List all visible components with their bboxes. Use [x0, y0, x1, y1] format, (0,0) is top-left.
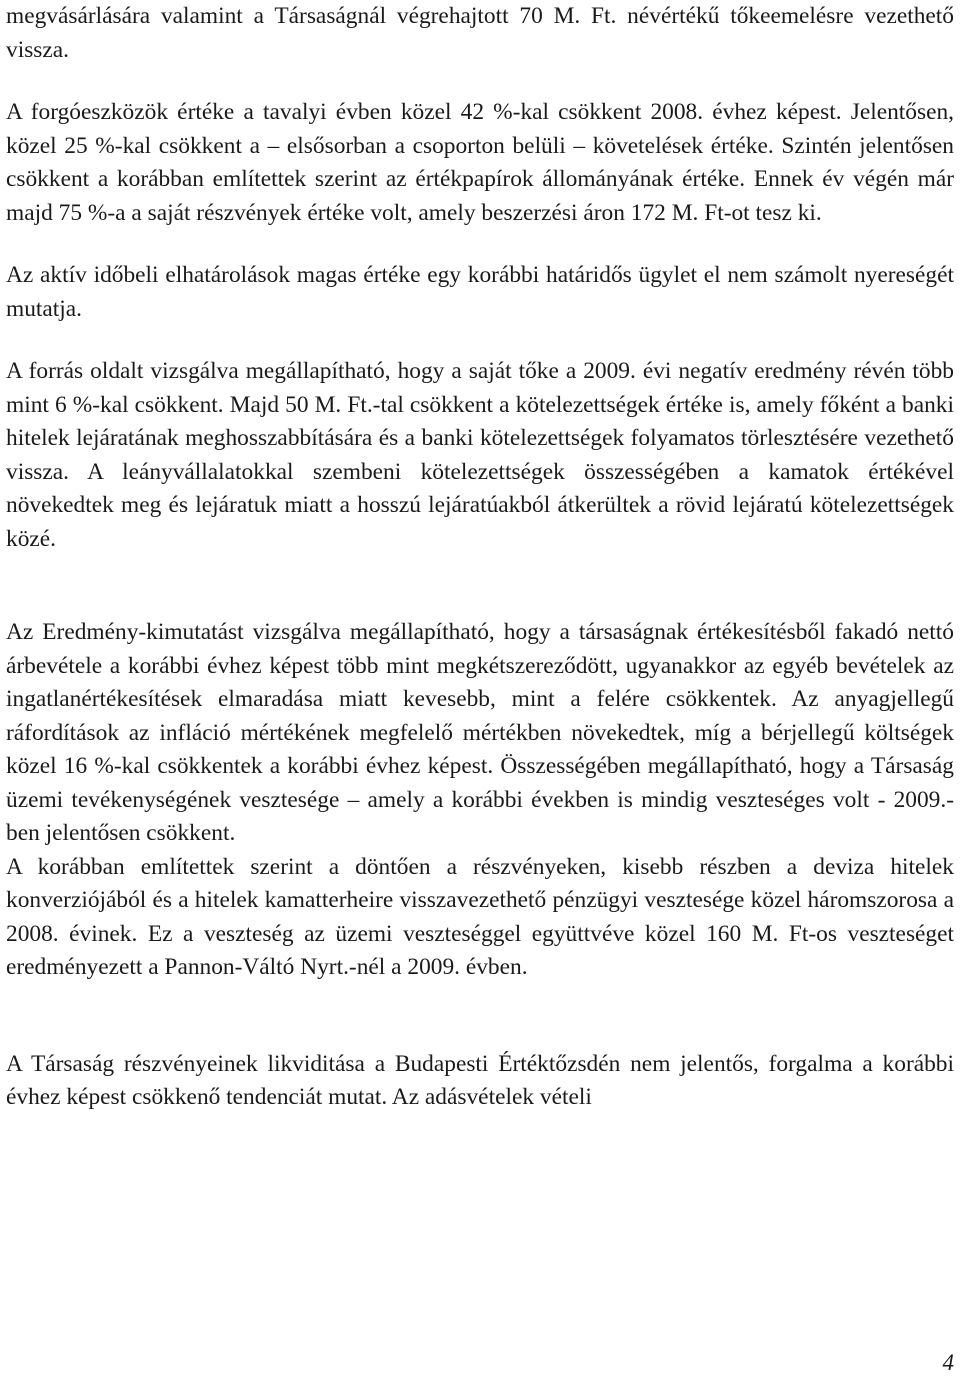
paragraph-current-assets: A forgóeszközök értéke a tavalyi évben közel 42 %-kal csökkent 2008. évhez képest. Jelentősen, közel 25 %-kal csökkent a – elsősorban a csoporton belüli – követelések értéke. Szintén jelentősen csökkent a korábban említettek szerint az értékpapírok állományának értéke. Ennek év végén már majd 75 %-a a saját részvények értéke volt, amely beszerzési áron 172 M. Ft-ot tesz ki.	[6, 99, 954, 226]
paragraph-income-statement: Az Eredmény-kimutatást vizsgálva megállapítható, hogy a társaságnak értékesítésből fakadó nettó árbevétele a korábbi évhez képest több mint megkétszereződött, ugyanakkor az egyéb bevételek az ingatlanértékesítések elmaradása miatt kevesebb, mint a felére csökkentek. Az anyagjellegű ráfordítások az infláció mértékének megfelelő mértékben növekedtek, míg a bérjellegű költségek közel 16 %-kal csökkentek a korábbi évhez képest. Összességében megállapítható, hogy a Társaság üzemi tevékenységének vesztesége – amely a korábbi években is mindig veszteséges volt - 2009.-ben jelentősen csökkent.	[6, 619, 954, 846]
paragraph-liabilities: A forrás oldalt vizsgálva megállapítható, hogy a saját tőke a 2009. évi negatív eredmény révén több mint 6 %-kal csökkent. Majd 50 M. Ft.-tal csökkent a kötelezettségek értéke is, amely főként a banki hitelek lejáratának meghosszabbítására és a banki kötelezettségek folyamatos törlesztésére vezethető vissza. A leányvállalatokkal szembeni kötelezettségek összességében a kamatok értékével növekedtek meg és lejáratuk miatt a hosszú lejáratúakból átkerültek a rövid lejáratú kötelezettségek közé.	[6, 358, 954, 552]
document-page	[6, 0, 954, 1115]
page-number: 4	[942, 1350, 954, 1375]
paragraph-capital-increase: megvásárlására valamint a Társaságnál végrehajtott 70 M. Ft. névértékű tőkeemelésre vezethető vissza.	[6, 3, 954, 63]
paragraph-share-liquidity: A Társaság részvényeinek likviditása a Budapesti Értéktőzsdén nem jelentős, forgalma a korábbi évhez képest csökkenő tendenciát mutat. Az adásvételek vételi	[6, 1050, 954, 1110]
paragraph-financial-loss: A korábban említettek szerint a döntően a részvényeken, kisebb részben a deviza hitelek konverziójából és a hitelek kamatterheire visszavezethető pénzügyi vesztesége közel háromszorosa a 2008. évinek. Ez a veszteség az üzemi veszteséggel együttvéve közel 160 M. Ft-os veszteséget eredményezett a Pannon-Váltó Nyrt.-nél a 2009. évben.	[6, 853, 954, 980]
paragraph-accrued-income: Az aktív időbeli elhatárolások magas értéke egy korábbi határidős ügylet el nem számolt nyereségét mutatja.	[6, 262, 954, 322]
